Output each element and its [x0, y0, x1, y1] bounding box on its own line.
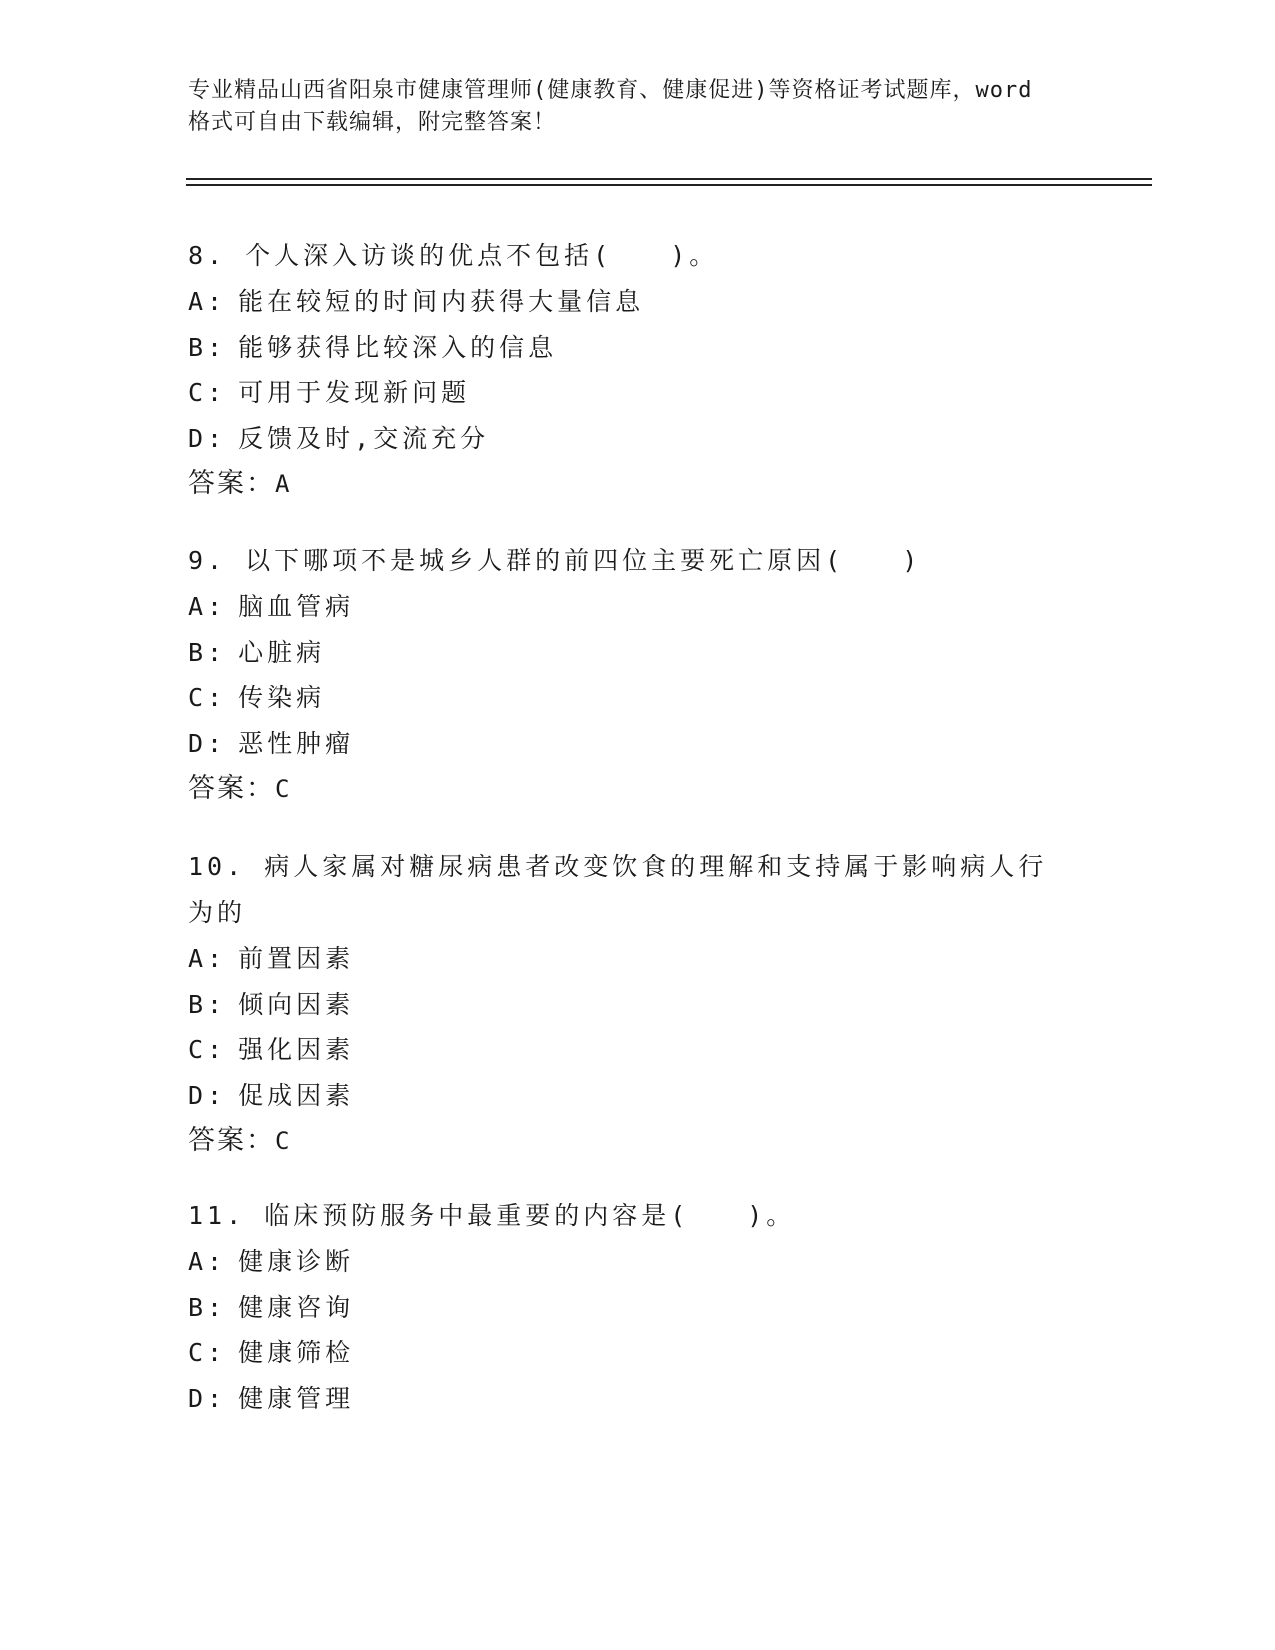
option-text: 脑血管病	[238, 592, 355, 621]
header-line-1: 专业精品山西省阳泉市健康管理师(健康教育、健康促进)等资格证考试题库，word	[188, 78, 1033, 103]
option-text: 心脏病	[238, 637, 326, 667]
option-text: 促成因素	[238, 1080, 355, 1110]
answer-line	[188, 1118, 1058, 1165]
document-header	[188, 75, 1088, 139]
option-b	[188, 325, 1088, 371]
option-c	[188, 675, 1088, 721]
option-d	[188, 1376, 1088, 1422]
answer-line	[188, 766, 1088, 813]
option-letter: A:	[188, 944, 227, 973]
option-letter: B:	[188, 332, 227, 362]
option-text: 能在较短的时间内获得大量信息	[238, 287, 645, 316]
answer-label: 答案：	[188, 468, 275, 499]
option-letter: A:	[188, 287, 227, 316]
option-letter: C:	[188, 1035, 227, 1064]
option-letter: D:	[188, 728, 227, 758]
option-text: 能够获得比较深入的信息	[238, 332, 558, 362]
option-letter: C:	[188, 683, 227, 712]
option-d	[188, 1073, 1058, 1119]
option-d	[188, 721, 1088, 767]
option-letter: D:	[188, 1383, 227, 1413]
answer-label: 答案：	[188, 1125, 275, 1156]
option-text: 可用于发现新问题	[238, 378, 471, 407]
answer-value: A	[275, 470, 292, 498]
option-letter: B:	[188, 1292, 227, 1322]
header-divider-bottom	[186, 184, 1152, 186]
answer-label: 答案：	[188, 773, 275, 804]
option-text: 恶性肿瘤	[238, 728, 355, 758]
answer-value: C	[275, 775, 292, 803]
option-letter: D:	[188, 423, 227, 453]
question-9	[188, 538, 1088, 813]
question-stem: 11. 临床预防服务中最重要的内容是( )。	[188, 1201, 796, 1230]
question-stem: 8. 个人深入访谈的优点不包括( )。	[188, 241, 719, 270]
option-text: 强化因素	[238, 1035, 355, 1064]
option-letter: A:	[188, 1247, 227, 1276]
header-line-2: 格式可自由下载编辑，附完整答案！	[188, 110, 557, 135]
option-letter: C:	[188, 378, 227, 407]
option-b	[188, 1285, 1088, 1331]
option-c	[188, 1330, 1088, 1376]
option-letter: C:	[188, 1338, 227, 1367]
option-a	[188, 936, 1058, 982]
option-letter: B:	[188, 637, 227, 667]
question-stem: 10. 病人家属对糖尿病患者改变饮食的理解和支持属于影响病人行为的	[188, 852, 1048, 927]
question-8	[188, 233, 1088, 508]
option-a	[188, 584, 1088, 630]
answer-value: C	[275, 1127, 292, 1155]
option-b	[188, 630, 1088, 676]
option-text: 倾向因素	[238, 989, 355, 1019]
option-c	[188, 370, 1088, 416]
question-stem: 9. 以下哪项不是城乡人群的前四位主要死亡原因( )	[188, 546, 922, 575]
option-text: 前置因素	[238, 944, 355, 973]
header-divider-top	[186, 178, 1152, 180]
answer-line	[188, 461, 1088, 508]
question-10	[188, 844, 1058, 1165]
option-c	[188, 1027, 1058, 1073]
option-letter: A:	[188, 592, 227, 621]
option-text: 健康筛检	[238, 1338, 355, 1367]
option-b	[188, 982, 1058, 1028]
option-text: 健康咨询	[238, 1292, 355, 1322]
option-a	[188, 1239, 1088, 1285]
option-letter: D:	[188, 1080, 227, 1110]
option-text: 健康诊断	[238, 1247, 355, 1276]
option-text: 反馈及时,交流充分	[238, 423, 490, 453]
option-text: 传染病	[238, 683, 326, 712]
option-text: 健康管理	[238, 1383, 355, 1413]
option-a	[188, 279, 1088, 325]
option-letter: B:	[188, 989, 227, 1019]
option-d	[188, 416, 1088, 462]
question-11	[188, 1193, 1088, 1421]
